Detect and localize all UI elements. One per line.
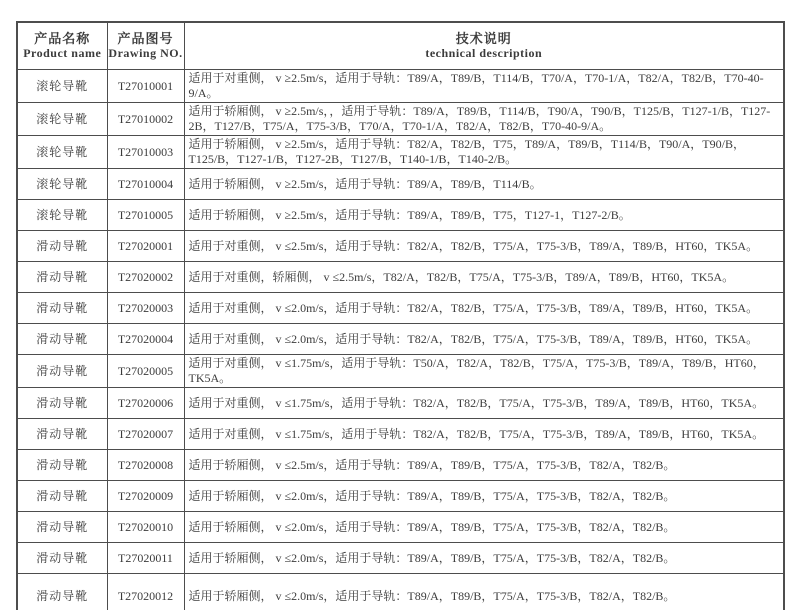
drawing-no-cell: T27020009 [107, 481, 184, 512]
table-row [17, 450, 784, 481]
description-cell: 适用于轿厢侧， v ≤2.5m/s，适用于导轨：T89/A，T89/B，T75/A，T75-3/B，T82/A，T82/B。 [184, 450, 784, 481]
product-name-cell: 滑动导靴 [17, 574, 107, 610]
description-cell: 适用于对重侧， v ≤2.0m/s，适用于导轨：T82/A，T82/B，T75/A，T75-3/B，T89/A，T89/B，HT60，TK5A。 [184, 324, 784, 355]
description-cell: 适用于轿厢侧， v ≤2.0m/s，适用于导轨：T89/A，T89/B，T75/A，T75-3/B，T82/A，T82/B。 [184, 574, 784, 610]
table-row [17, 103, 784, 136]
table-row [17, 419, 784, 450]
product-name-cell: 滑动导靴 [17, 231, 107, 262]
drawing-no-cell: T27020003 [107, 293, 184, 324]
table-row [17, 574, 784, 610]
drawing-no-cell: T27010004 [107, 169, 184, 200]
drawing-no-cell: T27020006 [107, 388, 184, 419]
product-name-cell: 滑动导靴 [17, 419, 107, 450]
description-cell: 适用于对重侧， v ≤1.75m/s，适用于导轨：T82/A，T82/B，T75/A，T75-3/B，T89/A，T89/B，HT60，TK5A。 [184, 419, 784, 450]
drawing-no-cell: T27010003 [107, 136, 184, 169]
product-name-cell: 滑动导靴 [17, 324, 107, 355]
product-name-cell: 滑动导靴 [17, 481, 107, 512]
product-name-cell: 滑动导靴 [17, 450, 107, 481]
description-cell: 适用于对重侧， v ≤1.75m/s，适用于导轨：T50/A，T82/A，T82/B，T75/A，T75-3/B，T89/A，T89/B，HT60，TK5A。 [184, 355, 784, 388]
product-name-cell: 滑动导靴 [17, 388, 107, 419]
table-row [17, 293, 784, 324]
table-row [17, 355, 784, 388]
table-row [17, 169, 784, 200]
header-product-name [17, 22, 107, 70]
table-header-row [17, 22, 784, 70]
header-drawing-no [107, 22, 184, 70]
drawing-no-cell: T27020008 [107, 450, 184, 481]
header-drawing-no-en: Drawing NO. [108, 46, 183, 60]
header-product-name-zh: 产品名称 [34, 31, 91, 46]
table-body [17, 70, 784, 610]
product-name-cell: 滑动导靴 [17, 262, 107, 293]
drawing-no-cell: T27010005 [107, 200, 184, 231]
product-name-cell: 滚轮导靴 [17, 136, 107, 169]
table-row [17, 200, 784, 231]
product-name-cell: 滚轮导靴 [17, 103, 107, 136]
description-cell: 适用于轿厢侧， v ≥2.5m/s，，适用于导轨：T89/A，T89/B，T114/B，T90/A，T90/B，T125/B，T127-1/B，T127-2B，T127/B，T75/A，T75-3/B，T70/A，T70-1/A，T82/A，T82/B，T70-40-9/A。 [184, 103, 784, 136]
table-row [17, 231, 784, 262]
header-product-name-en: Product name [23, 46, 102, 60]
table-row [17, 324, 784, 355]
drawing-no-cell: T27020010 [107, 512, 184, 543]
product-name-cell: 滑动导靴 [17, 543, 107, 574]
table-row [17, 388, 784, 419]
header-tech-description-zh: 技术说明 [455, 31, 512, 46]
description-cell: 适用于对重侧， v ≤1.75m/s，适用于导轨：T82/A，T82/B，T75/A，T75-3/B，T89/A，T89/B，HT60，TK5A。 [184, 388, 784, 419]
table-row [17, 262, 784, 293]
description-cell: 适用于对重侧， v ≥2.5m/s，适用于导轨：T89/A，T89/B，T114/B，T70/A，T70-1/A，T82/A，T82/B，T70-40-9/A。 [184, 70, 784, 103]
drawing-no-cell: T27020007 [107, 419, 184, 450]
drawing-no-cell: T27020011 [107, 543, 184, 574]
description-cell: 适用于轿厢侧， v ≥2.5m/s，适用于导轨：T89/A，T89/B，T114/B。 [184, 169, 784, 200]
drawing-no-cell: T27010001 [107, 70, 184, 103]
drawing-no-cell: T27020001 [107, 231, 184, 262]
header-drawing-no-zh: 产品图号 [117, 31, 174, 46]
product-name-cell: 滚轮导靴 [17, 200, 107, 231]
description-cell: 适用于轿厢侧， v ≥2.5m/s，适用于导轨：T89/A，T89/B，T75，T127-1，T127-2/B。 [184, 200, 784, 231]
description-cell: 适用于轿厢侧， v ≤2.0m/s，适用于导轨：T89/A，T89/B，T75/A，T75-3/B，T82/A，T82/B。 [184, 543, 784, 574]
description-cell: 适用于对重侧， v ≤2.0m/s，适用于导轨：T82/A，T82/B，T75/A，T75-3/B，T89/A，T89/B，HT60，TK5A。 [184, 293, 784, 324]
product-name-cell: 滑动导靴 [17, 293, 107, 324]
drawing-no-cell: T27020005 [107, 355, 184, 388]
drawing-no-cell: T27010002 [107, 103, 184, 136]
table-row [17, 512, 784, 543]
product-table [16, 21, 785, 610]
drawing-no-cell: T27020012 [107, 574, 184, 610]
table-row [17, 481, 784, 512]
product-name-cell: 滑动导靴 [17, 355, 107, 388]
table-row [17, 70, 784, 103]
description-cell: 适用于轿厢侧， v ≥2.5m/s，适用于导轨：T82/A，T82/B，T75，T89/A，T89/B，T114/B，T90/A，T90/B，T125/B，T127-1/B，T127-2B，T127/B，T140-1/B，T140-2/B。 [184, 136, 784, 169]
description-cell: 适用于对重侧，轿厢侧， v ≤2.5m/s，T82/A，T82/B，T75/A，T75-3/B，T89/A，T89/B，HT60，TK5A。 [184, 262, 784, 293]
header-tech-description [184, 22, 784, 70]
product-name-cell: 滑动导靴 [17, 512, 107, 543]
product-name-cell: 滚轮导靴 [17, 169, 107, 200]
description-cell: 适用于轿厢侧， v ≤2.0m/s，适用于导轨：T89/A，T89/B，T75/A，T75-3/B，T82/A，T82/B。 [184, 481, 784, 512]
description-cell: 适用于对重侧， v ≤2.5m/s，适用于导轨：T82/A，T82/B，T75/A，T75-3/B，T89/A，T89/B，HT60，TK5A。 [184, 231, 784, 262]
table-row [17, 543, 784, 574]
drawing-no-cell: T27020002 [107, 262, 184, 293]
drawing-no-cell: T27020004 [107, 324, 184, 355]
description-cell: 适用于轿厢侧， v ≤2.0m/s，适用于导轨：T89/A，T89/B，T75/A，T75-3/B，T82/A，T82/B。 [184, 512, 784, 543]
header-tech-description-en: technical description [425, 46, 543, 60]
product-name-cell: 滚轮导靴 [17, 70, 107, 103]
table-row [17, 136, 784, 169]
